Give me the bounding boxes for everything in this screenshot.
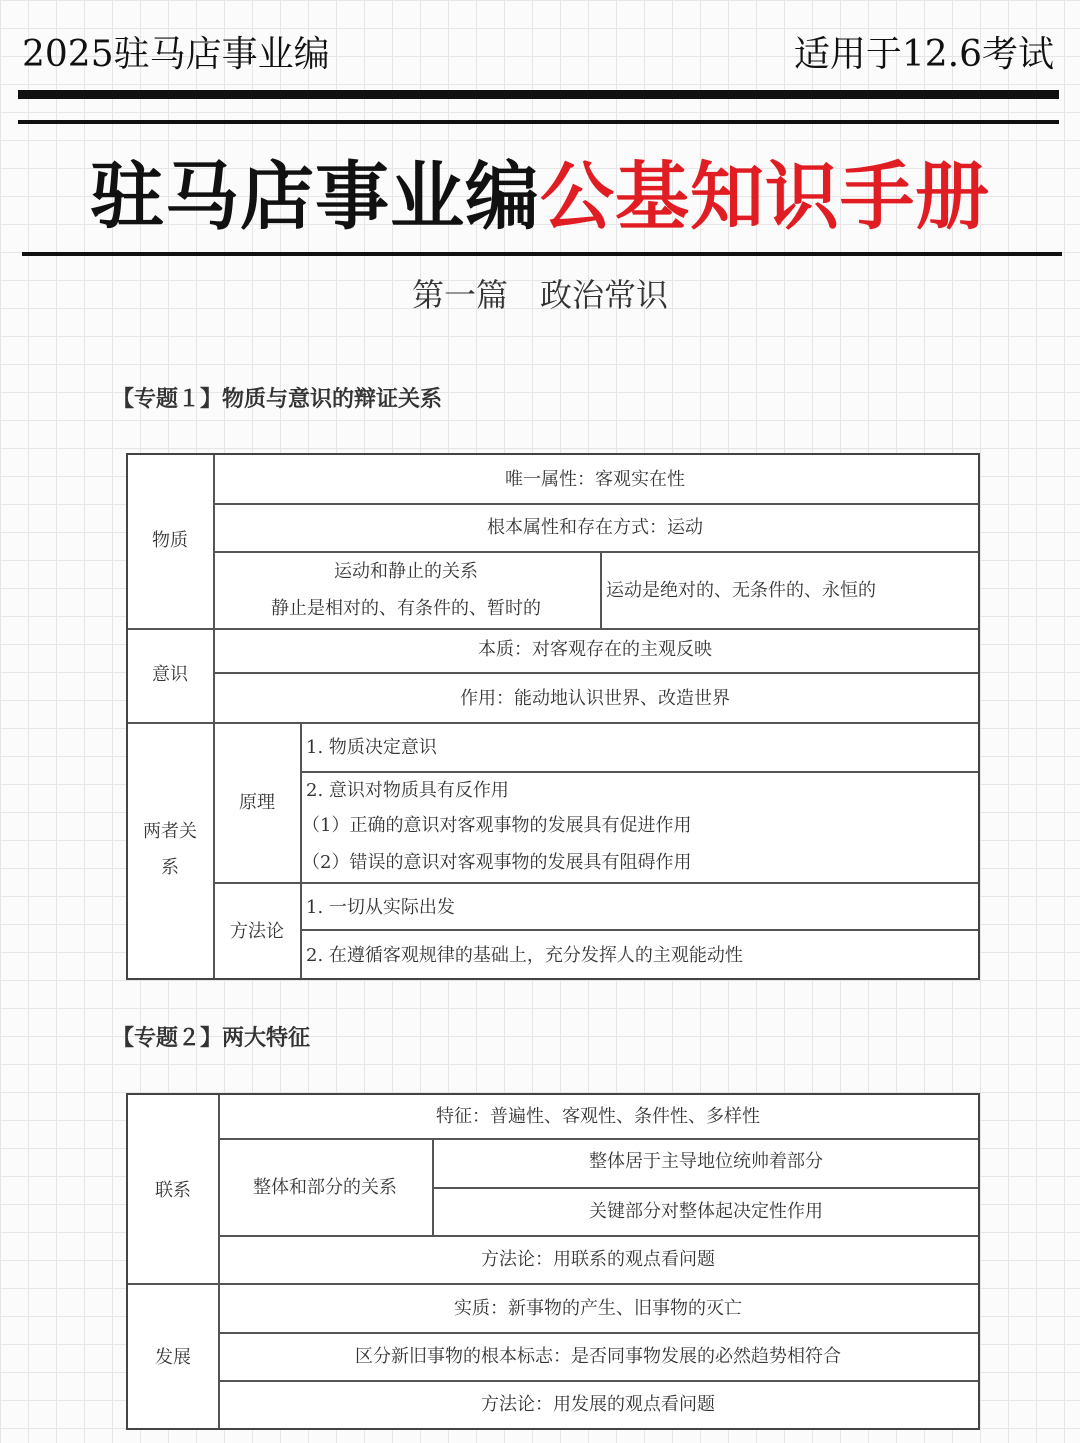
section-title: 第一篇 政治常识: [411, 276, 668, 314]
development-criterion: 区分新旧事物的根本标志：是否同事物发展的必然趋势相符合: [355, 1346, 841, 1367]
page-title: [0, 138, 1080, 244]
t2-line: [218, 1380, 978, 1382]
page-title-red: 公基知识手册: [540, 154, 990, 240]
consciousness-essence: 本质：对客观存在的主观反映: [478, 639, 712, 660]
t2-line: [218, 1332, 978, 1334]
development-method: 方法论：用发展的观点看问题: [481, 1394, 715, 1415]
t1-line: [213, 672, 978, 674]
topic1-table: [126, 453, 980, 980]
t1-line: [128, 722, 978, 724]
motion-absolute: 运动是绝对的、无条件的、永恒的: [606, 580, 876, 601]
t1-line: [128, 628, 978, 630]
t1-relation-divider: [300, 722, 302, 978]
principle-item2b: （2）错误的意识对客观事物的发展具有阻碍作用: [302, 852, 692, 873]
t1-motion-divider: [600, 551, 602, 628]
principle-item2a: （1）正确的意识对客观事物的发展具有促进作用: [302, 815, 692, 836]
t1-line: [213, 551, 978, 553]
method-item1: 1. 一切从实际出发: [306, 897, 455, 918]
consciousness-role: 作用：能动地认识世界、改造世界: [460, 688, 730, 709]
rest-relative: 静止是相对的、有条件的、暂时的: [271, 598, 541, 619]
t2-line: [128, 1283, 978, 1285]
matter-motion: 根本属性和存在方式：运动: [487, 517, 703, 538]
motion-rest-relation: 运动和静止的关系: [334, 561, 478, 582]
consciousness-label: 意识: [152, 664, 188, 685]
principle-item1: 1. 物质决定意识: [306, 737, 437, 758]
link-features: 特征：普遍性、客观性、条件性、多样性: [436, 1106, 760, 1127]
t1-col-divider: [213, 455, 215, 978]
principle-item2: 2. 意识对物质具有反作用: [306, 780, 509, 801]
topic2-heading: 【专题２】两大特征: [112, 1026, 311, 1051]
t2-line: [432, 1187, 978, 1189]
topic2-table: [126, 1093, 980, 1430]
topic1-heading: 【专题１】物质与意识的辩证关系: [112, 387, 443, 412]
t1-line: [300, 929, 978, 931]
development-label: 发展: [155, 1347, 191, 1368]
whole-part-label: 整体和部分的关系: [253, 1177, 397, 1198]
relation-label-line2: 系: [161, 857, 179, 878]
relation-label-line1: 两者关: [143, 821, 197, 842]
header-left-text: 2025驻马店事业编: [22, 34, 330, 75]
t2-line: [218, 1138, 978, 1140]
method-item2: 2. 在遵循客观规律的基础上，充分发挥人的主观能动性: [306, 945, 743, 966]
whole-dominant: 整体居于主导地位统帅着部分: [589, 1151, 823, 1172]
matter-label: 物质: [152, 530, 188, 551]
t1-line: [213, 882, 978, 884]
header-divider: [18, 120, 1059, 124]
header-divider-thick: [18, 90, 1059, 99]
method-label: 方法论: [230, 921, 284, 942]
link-method: 方法论：用联系的观点看问题: [481, 1249, 715, 1270]
principle-label: 原理: [239, 792, 275, 813]
link-label: 联系: [155, 1180, 191, 1201]
matter-attribute: 唯一属性：客观实在性: [505, 469, 685, 490]
title-divider: [22, 252, 1062, 256]
development-essence: 实质：新事物的产生、旧事物的灭亡: [454, 1298, 742, 1319]
key-part-decisive: 关键部分对整体起决定性作用: [589, 1201, 823, 1222]
t1-line: [213, 503, 978, 505]
page-title-black: 驻马店事业编: [90, 154, 540, 240]
t2-line: [218, 1235, 978, 1237]
t2-col-divider: [218, 1095, 220, 1428]
header-right-text: 适用于12.6考试: [793, 34, 1054, 75]
t1-line: [300, 771, 978, 773]
